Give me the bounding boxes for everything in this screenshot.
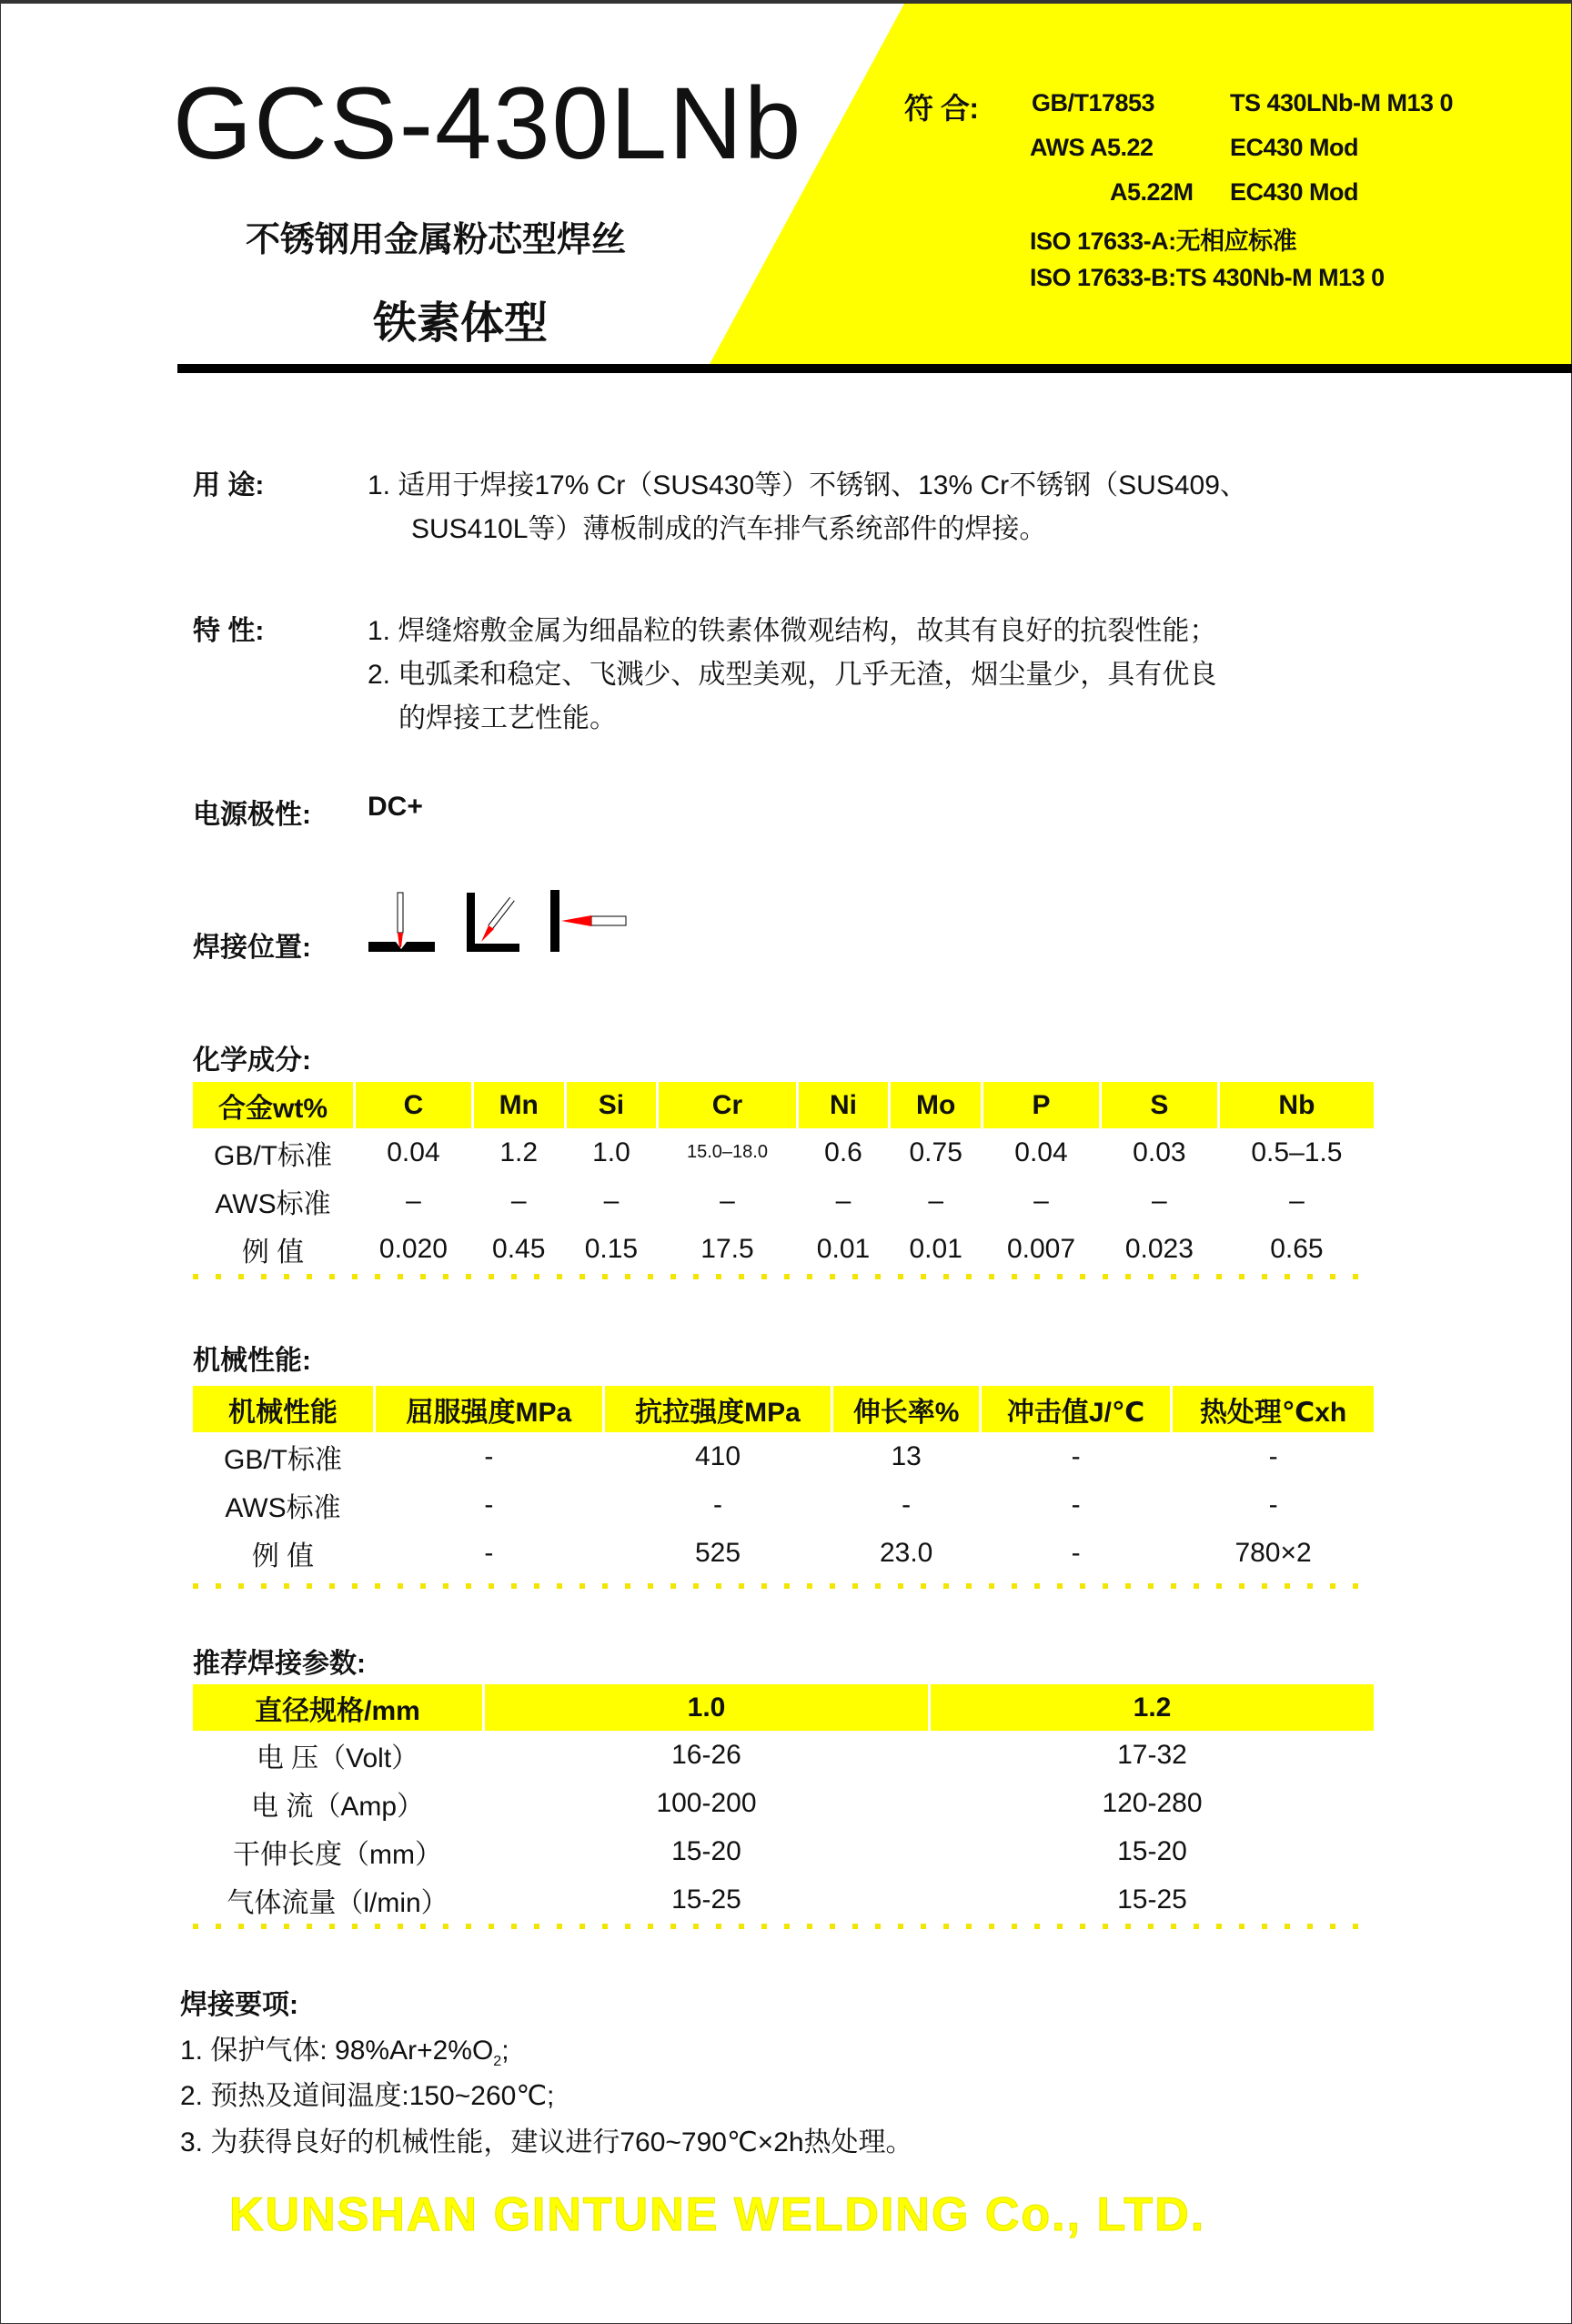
table-header-row bbox=[193, 1082, 1374, 1128]
table-header: Mo bbox=[891, 1082, 981, 1128]
table-cell: 0.45 bbox=[492, 1233, 546, 1264]
table-header: Nb bbox=[1220, 1082, 1374, 1128]
table-header: 1.2 bbox=[931, 1684, 1374, 1731]
table-cell: - bbox=[1268, 1440, 1278, 1471]
table-cell: 0.007 bbox=[1006, 1233, 1076, 1264]
table-header: 抗拉强度MPa bbox=[605, 1386, 831, 1432]
table-header: Si bbox=[567, 1082, 657, 1128]
table-cell: 0.023 bbox=[1124, 1233, 1194, 1264]
table-cell: – bbox=[928, 1185, 944, 1216]
features-line-2: 2. 电弧柔和稳定、飞溅少、成型美观，几乎无渣，烟尘量少，具有优良 bbox=[368, 660, 1217, 690]
usage-line-2: SUS410L等）薄板制成的汽车排气系统部件的焊接。 bbox=[411, 514, 1047, 544]
row-label: 气体流量（l/min） bbox=[227, 1887, 448, 1918]
row-label: AWS标准 bbox=[225, 1492, 341, 1523]
table-cell: 15-20 bbox=[671, 1835, 741, 1866]
flat-position-icon bbox=[368, 893, 435, 952]
standard-gb-class: TS 430LNb-M M13 0 bbox=[1230, 89, 1454, 116]
table-header: 屈服强度MPa bbox=[376, 1386, 602, 1432]
chemistry-table bbox=[190, 1082, 1376, 1273]
table-cell: 0.15 bbox=[584, 1233, 639, 1264]
note-3: 3. 为获得良好的机械性能，建议进行760~790℃×2h热处理。 bbox=[180, 2127, 913, 2157]
table-cell: – bbox=[510, 1185, 527, 1216]
table-header: 直径规格/mm bbox=[193, 1684, 482, 1731]
table-cell: – bbox=[603, 1185, 620, 1216]
table-cell: - bbox=[1071, 1489, 1081, 1520]
table-header: S bbox=[1102, 1082, 1217, 1128]
table-cell: – bbox=[406, 1185, 421, 1216]
table-cell: 410 bbox=[694, 1440, 741, 1471]
features-label: 特 性: bbox=[193, 616, 265, 646]
table-cell: – bbox=[720, 1185, 735, 1216]
table-cell: 1.2 bbox=[499, 1137, 539, 1167]
table-header: Mn bbox=[474, 1082, 564, 1128]
note-1-subscript: 2 bbox=[493, 2054, 502, 2069]
note-1 bbox=[180, 2027, 509, 2070]
table-header: Cr bbox=[659, 1082, 795, 1128]
table-cell: 0.03 bbox=[1133, 1137, 1186, 1167]
table-cell: - bbox=[484, 1440, 494, 1471]
usage-label: 用 途: bbox=[193, 470, 265, 500]
standard-aws-class: EC430 Mod bbox=[1230, 134, 1359, 161]
table-cell: - bbox=[902, 1489, 912, 1520]
table-cell: 15-25 bbox=[1117, 1884, 1187, 1915]
table-row bbox=[193, 1225, 1374, 1273]
dotted-divider bbox=[193, 1583, 1374, 1589]
row-label: 电 流（Amp） bbox=[250, 1791, 425, 1822]
product-type: 铁素体型 bbox=[373, 299, 549, 348]
table-cell: – bbox=[1152, 1185, 1167, 1216]
standard-iso-a: ISO 17633-A:无相应标准 bbox=[1030, 227, 1297, 255]
table-cell: - bbox=[1071, 1440, 1081, 1471]
table-cell: 0.6 bbox=[824, 1137, 862, 1167]
table-cell: 0.75 bbox=[909, 1137, 962, 1167]
table-cell: 15-20 bbox=[1117, 1835, 1187, 1866]
table-header: P bbox=[983, 1082, 1099, 1128]
table-cell: – bbox=[1033, 1185, 1049, 1216]
table-cell: 0.01 bbox=[816, 1233, 871, 1264]
table-cell: 0.01 bbox=[909, 1233, 962, 1264]
table-header: C bbox=[356, 1082, 471, 1128]
standard-aws-m: A5.22M bbox=[1110, 178, 1194, 206]
note-2: 2. 预热及道间温度:150~260℃; bbox=[180, 2081, 555, 2111]
horizontal-fillet-position-icon bbox=[467, 893, 519, 952]
conform-label: 符 合: bbox=[904, 92, 979, 125]
table-header: 1.0 bbox=[485, 1684, 928, 1731]
polarity-value: DC+ bbox=[368, 792, 423, 822]
row-label: 电 压（Volt） bbox=[256, 1743, 419, 1773]
table-cell: 780×2 bbox=[1234, 1537, 1312, 1568]
standard-gb: GB/T17853 bbox=[1032, 89, 1155, 116]
parameters-label: 推荐焊接参数: bbox=[193, 1649, 366, 1679]
note-1-suffix: ; bbox=[501, 2036, 509, 2066]
mechanical-label: 机械性能: bbox=[193, 1346, 311, 1376]
table-cell: 0.65 bbox=[1270, 1233, 1324, 1264]
table-cell: 23.0 bbox=[879, 1537, 933, 1568]
table-cell: 17-32 bbox=[1117, 1739, 1187, 1770]
chemistry-label: 化学成分: bbox=[193, 1046, 311, 1076]
dotted-divider bbox=[193, 1274, 1374, 1279]
table-cell: 16-26 bbox=[671, 1739, 741, 1770]
row-label: 例 值 bbox=[241, 1237, 305, 1268]
product-subtitle: 不锈钢用金属粉芯型焊丝 bbox=[246, 221, 627, 259]
mechanical-table bbox=[190, 1386, 1376, 1577]
dotted-divider bbox=[193, 1924, 1374, 1929]
table-row bbox=[193, 1875, 1374, 1924]
parameters-table bbox=[190, 1684, 1376, 1924]
features-line-3: 的焊接工艺性能。 bbox=[398, 703, 617, 733]
table-row bbox=[193, 1432, 1374, 1480]
row-label: AWS标准 bbox=[215, 1188, 331, 1219]
table-cell: 15.0–18.0 bbox=[686, 1142, 768, 1162]
table-cell: – bbox=[1289, 1185, 1305, 1216]
welding-positions bbox=[368, 887, 641, 960]
table-row bbox=[193, 1827, 1374, 1875]
row-label: 例 值 bbox=[251, 1541, 315, 1571]
company-name: KUNSHAN GINTUNE WELDING Co., LTD. bbox=[229, 2188, 1206, 2241]
table-cell: 0.5–1.5 bbox=[1251, 1137, 1343, 1167]
table-cell: 13 bbox=[891, 1440, 922, 1471]
polarity-label: 电源极性: bbox=[193, 800, 311, 830]
standard-aws-m-class: EC430 Mod bbox=[1230, 178, 1359, 206]
standard-aws: AWS A5.22 bbox=[1030, 134, 1154, 161]
table-cell: 100-200 bbox=[656, 1787, 757, 1818]
table-cell: - bbox=[1268, 1489, 1278, 1520]
table-cell: 525 bbox=[694, 1537, 741, 1568]
table-cell: 17.5 bbox=[700, 1233, 754, 1264]
table-cell: - bbox=[1071, 1537, 1081, 1568]
row-label: GB/T标准 bbox=[213, 1140, 332, 1171]
table-cell: 0.04 bbox=[1014, 1137, 1068, 1167]
features-line-1: 1. 焊缝熔敷金属为细晶粒的铁素体微观结构，故其有良好的抗裂性能； bbox=[368, 616, 1217, 646]
usage-line-1: 1. 适用于焊接17% Cr（SUS430等）不锈钢、13% Cr不锈钢（SUS409、 bbox=[368, 470, 1247, 500]
table-header: 合金wt% bbox=[193, 1082, 353, 1128]
table-row bbox=[193, 1480, 1374, 1529]
table-header: 伸长率% bbox=[833, 1386, 979, 1432]
standard-iso-b: ISO 17633-B:TS 430Nb-M M13 0 bbox=[1030, 264, 1385, 291]
table-row bbox=[193, 1177, 1374, 1225]
table-cell: - bbox=[484, 1537, 494, 1568]
row-label: GB/T标准 bbox=[223, 1444, 342, 1475]
table-cell: - bbox=[484, 1489, 494, 1520]
table-cell: – bbox=[835, 1185, 852, 1216]
row-label: 干伸长度（mm） bbox=[233, 1839, 442, 1870]
positions-label: 焊接位置: bbox=[193, 933, 311, 963]
notes-label: 焊接要项: bbox=[180, 1990, 298, 2020]
table-header: 冲击值J/℃ bbox=[982, 1386, 1170, 1432]
table-header: Ni bbox=[799, 1082, 889, 1128]
table-row bbox=[193, 1128, 1374, 1177]
note-1-text: 1. 保护气体: 98%Ar+2%O bbox=[180, 2036, 494, 2066]
table-header-row bbox=[193, 1386, 1374, 1432]
table-cell: 0.020 bbox=[378, 1233, 448, 1264]
table-row bbox=[193, 1779, 1374, 1827]
table-cell: - bbox=[712, 1489, 722, 1520]
table-cell: 15-25 bbox=[671, 1884, 741, 1915]
table-cell: 0.04 bbox=[387, 1137, 440, 1167]
table-cell: 120-280 bbox=[1102, 1787, 1203, 1818]
table-header: 机械性能 bbox=[193, 1386, 373, 1432]
header-divider bbox=[177, 364, 1572, 373]
table-row bbox=[193, 1529, 1374, 1577]
horizontal-position-icon bbox=[550, 890, 626, 952]
table-header-row bbox=[193, 1684, 1374, 1731]
product-title: GCS-430LNb bbox=[173, 66, 803, 180]
table-row bbox=[193, 1731, 1374, 1779]
table-cell: 1.0 bbox=[592, 1137, 630, 1167]
table-header: 热处理℃xh bbox=[1173, 1386, 1374, 1432]
